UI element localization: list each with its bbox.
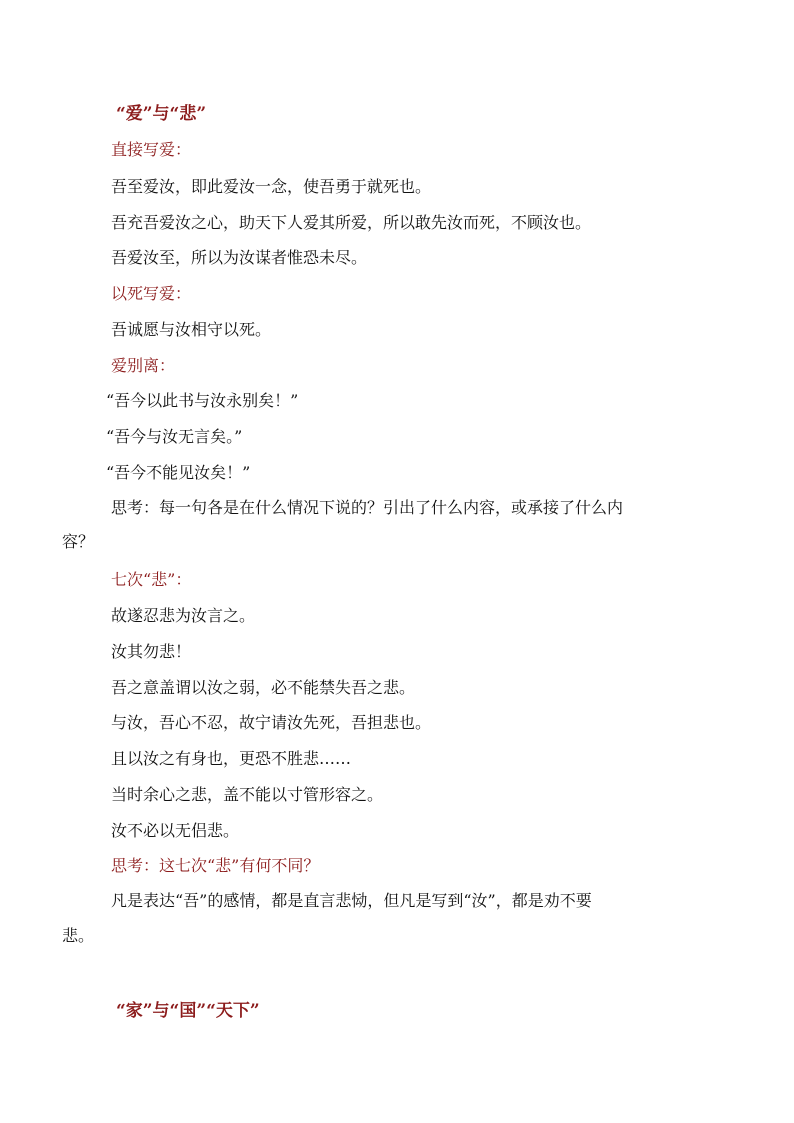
- think-question-2: 思考：这七次“悲”有何不同？: [111, 856, 320, 875]
- section-title-love-sorrow: “爱”与“悲”: [116, 104, 207, 124]
- answer-text: 凡是表达“吾”的感情，都是直言悲恸，但凡是写到“汝”，都是劝不要: [111, 891, 592, 910]
- text-line: 吾充吾爱汝之心，助天下人爱其所爱，所以敢先汝而死，不顾汝也。: [111, 213, 592, 232]
- text-line: 吾至爱汝，即此爱汝一念，使吾勇于就死也。: [111, 177, 432, 196]
- section-title-home-country: “家”与“国”“天下”: [116, 1001, 260, 1021]
- label-parting: 爱别离：: [111, 356, 176, 375]
- text-line: 故遂忍悲为汝言之。: [111, 606, 256, 625]
- text-line: 吾之意盖谓以汝之弱，必不能禁失吾之悲。: [111, 678, 416, 697]
- text-line: 与汝，吾心不忍，故宁请汝先死，吾担悲也。: [111, 713, 432, 732]
- think-question-1: 思考：每一句各是在什么情况下说的？引出了什么内容，或承接了什么内: [111, 498, 624, 517]
- label-death-love: 以死写爱：: [111, 284, 192, 303]
- answer-text-cont: 悲。: [62, 926, 95, 945]
- quote-line: “吾今不能见汝矣！”: [106, 463, 251, 482]
- label-direct-love: 直接写爱：: [111, 140, 192, 159]
- text-line: 吾爱汝至，所以为汝谋者惟恐未尽。: [111, 248, 368, 267]
- text-line: 汝不必以无侣悲。: [111, 821, 240, 840]
- quote-line: “吾今以此书与汝永别矣！”: [106, 391, 299, 410]
- think-question-1-cont: 容？: [62, 532, 95, 551]
- text-line: 汝其勿悲！: [111, 642, 192, 661]
- text-line: 且以汝之有身也，更恐不胜悲……: [111, 749, 352, 768]
- label-seven-sorrows: 七次“悲”：: [111, 570, 192, 589]
- text-line: 吾诚愿与汝相守以死。: [111, 320, 272, 339]
- quote-line: “吾今与汝无言矣。”: [106, 427, 243, 446]
- text-line: 当时余心之悲，盖不能以寸管形容之。: [111, 785, 384, 804]
